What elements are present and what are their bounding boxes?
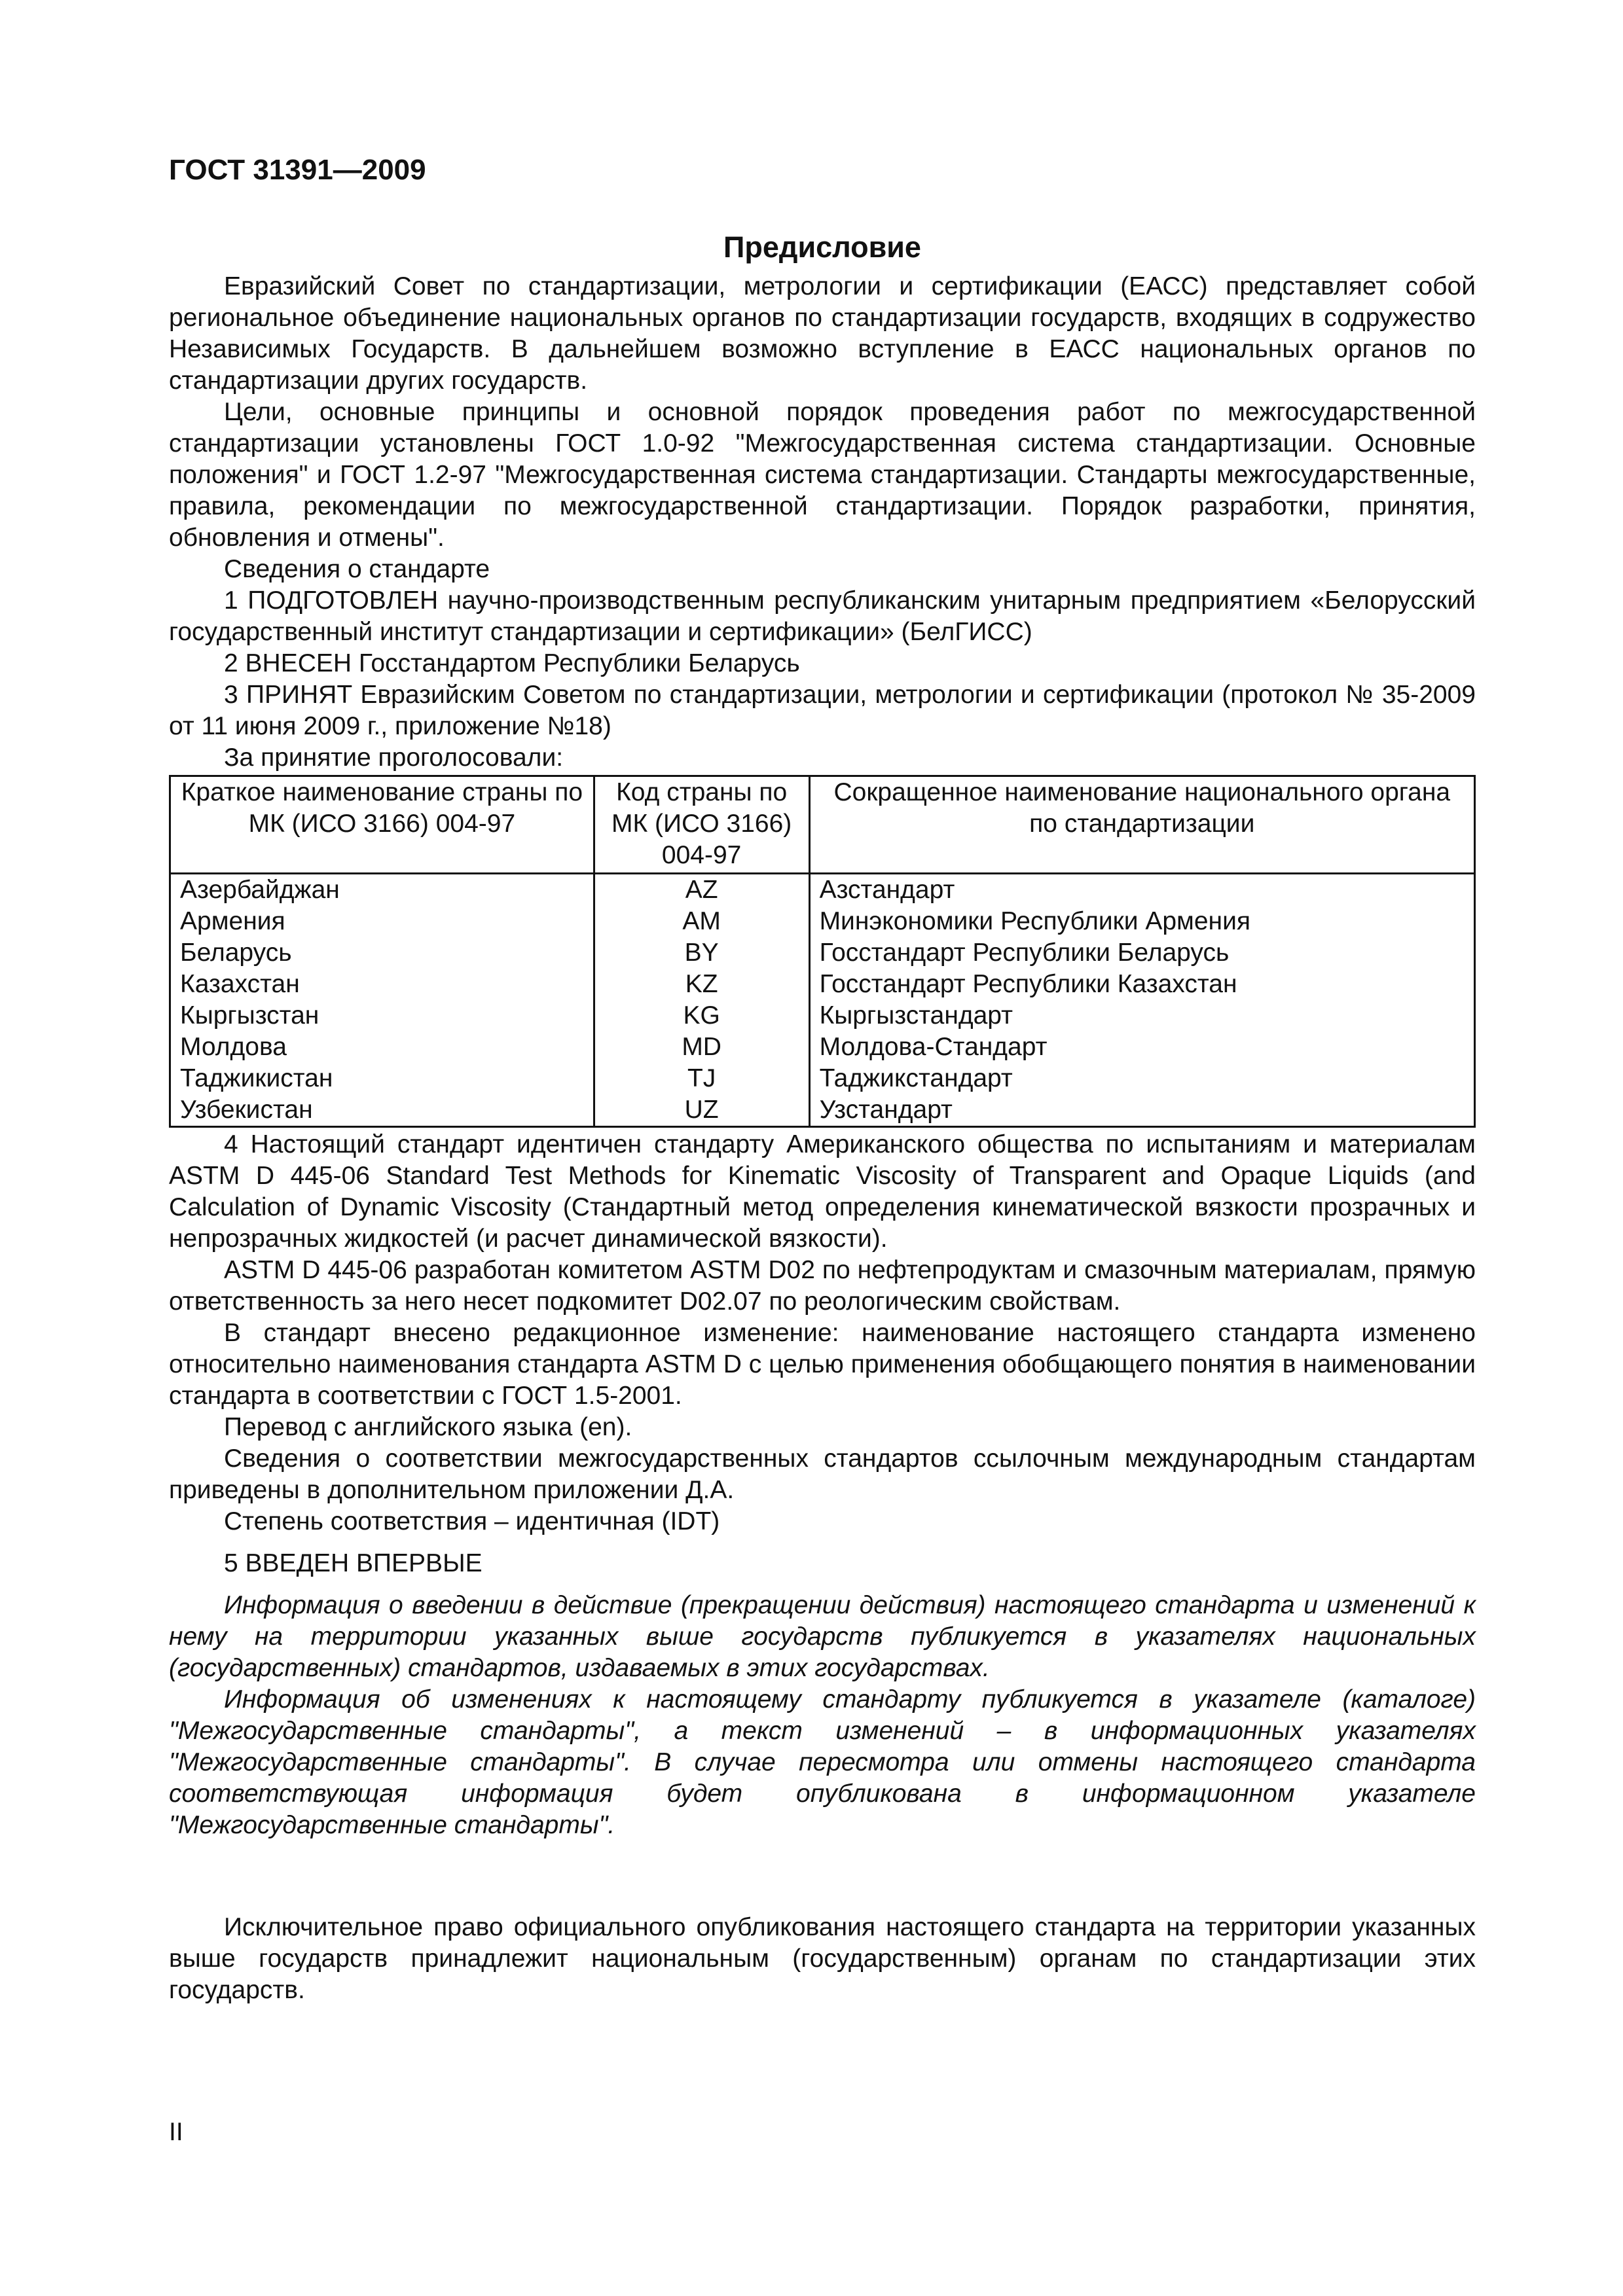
table-row	[170, 937, 1475, 969]
standards-body: Минэкономики Республики Армения	[809, 906, 1474, 937]
country-name: Казахстан	[170, 969, 594, 1000]
paragraph-conformity-degree: Степень соответствия – идентичная (IDT)	[224, 1507, 720, 1535]
paragraph-first-introduced: 5 ВВЕДЕН ВПЕРВЫЕ	[224, 1549, 483, 1577]
country-code: KG	[594, 1000, 809, 1031]
standards-body: Азстандарт	[809, 874, 1474, 906]
country-name: Таджикистан	[170, 1063, 594, 1094]
country-name: Кыргызстан	[170, 1000, 594, 1031]
table-row	[170, 874, 1475, 906]
table-header-row	[170, 776, 1475, 874]
page-number: II	[169, 2118, 183, 2146]
country-code: TJ	[594, 1063, 809, 1094]
paragraph-editorial-change: В стандарт внесено редакционное изменение: наименование настоящего стандарта изменено относительно наименования стандарта ASTM D с целью применения обобщающего понятия в наименовании стандарта в соответствии с ГОСТ 1.5-2001.	[169, 1319, 1476, 1410]
page-content	[169, 228, 1476, 2006]
paragraph-identical: 4 Настоящий стандарт идентичен стандарту Американского общества по испытаниям и материалам ASTM D 445-06 Standard Test Methods for Kinematic Viscosity of Transparent and Opaque Liquids (and Calculation of Dynamic Viscosity (Стандартный метод определения кинематической вязкости прозрачных и непрозрачных жидкостей (и расчет динамической вязкости).	[169, 1130, 1476, 1253]
table-row	[170, 1000, 1475, 1031]
standards-body: Госстандарт Республики Казахстан	[809, 969, 1474, 1000]
country-name: Узбекистан	[170, 1094, 594, 1127]
header-standards-body: Сокращенное наименование национального органа по стандартизации	[809, 776, 1474, 874]
standards-body: Узстандарт	[809, 1094, 1474, 1127]
paragraph-eass: Евразийский Совет по стандартизации, метрологии и сертификации (ЕАСС) представляет собой региональное объединение национальных органов по стандартизации государств, входящих в содружество Независимых Государств. В дальнейшем возможно вступление в ЕАСС национальных органов по стандартизации других государств.	[169, 272, 1476, 395]
header-country-code: Код страны по МК (ИСО 3166) 004-97	[594, 776, 809, 874]
country-code: UZ	[594, 1094, 809, 1127]
paragraph-goals: Цели, основные принципы и основной порядок проведения работ по межгосударственной стандартизации установлены ГОСТ 1.0-92 "Межгосударственная система стандартизации. Основные положения" и ГОСТ 1.2-97 "Межгосударственная система стандартизации. Стандарты межгосударственные, правила, рекомендации по межгосударственной стандартизации. Порядок разработки, принятия, обновления и отмены".	[169, 398, 1476, 552]
header-country-name: Краткое наименование страны по МК (ИСО 3166) 004-97	[170, 776, 594, 874]
standards-body: Кыргызстандарт	[809, 1000, 1474, 1031]
country-code: MD	[594, 1031, 809, 1063]
table-row	[170, 1031, 1475, 1063]
paragraph-adopted: 3 ПРИНЯТ Евразийским Советом по стандартизации, метрологии и сертификации (протокол № 35-2009 от 11 июня 2009 г., приложение №18)	[169, 681, 1476, 740]
paragraph-info-heading: Сведения о стандарте	[224, 555, 490, 583]
country-code: KZ	[594, 969, 809, 1000]
paragraph-prepared: 1 ПОДГОТОВЛЕН научно-производственным республиканским унитарным предприятием «Белорусский государственный институт стандартизации и сертификации» (БелГИСС)	[169, 586, 1476, 646]
standards-body: Молдова-Стандарт	[809, 1031, 1474, 1063]
country-code: BY	[594, 937, 809, 969]
paragraph-introduced: 2 ВНЕСЕН Госстандартом Республики Беларусь	[224, 649, 800, 677]
paragraph-astm-committee: ASTM D 445-06 разработан комитетом ASTM D02 по нефтепродуктам и смазочным материалам, прямую ответственность за него несет подкомитет D02.07 по реологическим свойствам.	[169, 1256, 1476, 1316]
table-row	[170, 906, 1475, 937]
italic-paragraph-changes: Информация об изменениях к настоящему стандарту публикуется в указателе (каталоге) "Межгосударственные стандарты", а текст изменений – в информационных указателях "Межгосударственные стандарты". В случае пересмотра или отмены настоящего стандарта соответствующая информация будет опубликована в информационном указателе "Межгосударственные стандарты".	[169, 1685, 1476, 1839]
country-code: AM	[594, 906, 809, 937]
country-name: Армения	[170, 906, 594, 937]
paragraph-voted: За принятие проголосовали:	[224, 744, 564, 772]
country-name: Беларусь	[170, 937, 594, 969]
voting-countries-table	[169, 775, 1476, 1128]
standard-id-header: ГОСТ 31391—2009	[169, 154, 426, 186]
standards-body: Таджикстандарт	[809, 1063, 1474, 1094]
section-title: Предисловие	[723, 230, 921, 264]
country-name: Азербайджан	[170, 874, 594, 906]
table-row	[170, 969, 1475, 1000]
paragraph-translation: Перевод с английского языка (en).	[224, 1413, 632, 1441]
table-row	[170, 1063, 1475, 1094]
standards-body: Госстандарт Республики Беларусь	[809, 937, 1474, 969]
country-code: AZ	[594, 874, 809, 906]
paragraph-conformity-info: Сведения о соответствии межгосударственных стандартов ссылочным международным стандартам приведены в дополнительном приложении Д.А.	[169, 1444, 1476, 1504]
country-name: Молдова	[170, 1031, 594, 1063]
table-row	[170, 1094, 1475, 1127]
paragraph-exclusive-rights: Исключительное право официального опубликования настоящего стандарта на территории указанных выше государств принадлежит национальным (государственным) органам по стандартизации этих государств.	[169, 1913, 1476, 2004]
italic-paragraph-enforcement: Информация о введении в действие (прекращении действия) настоящего стандарта и изменений к нему на территории указанных выше государств публикуется в указателях национальных (государственных) стандартов, издаваемых в этих государствах.	[169, 1591, 1476, 1682]
